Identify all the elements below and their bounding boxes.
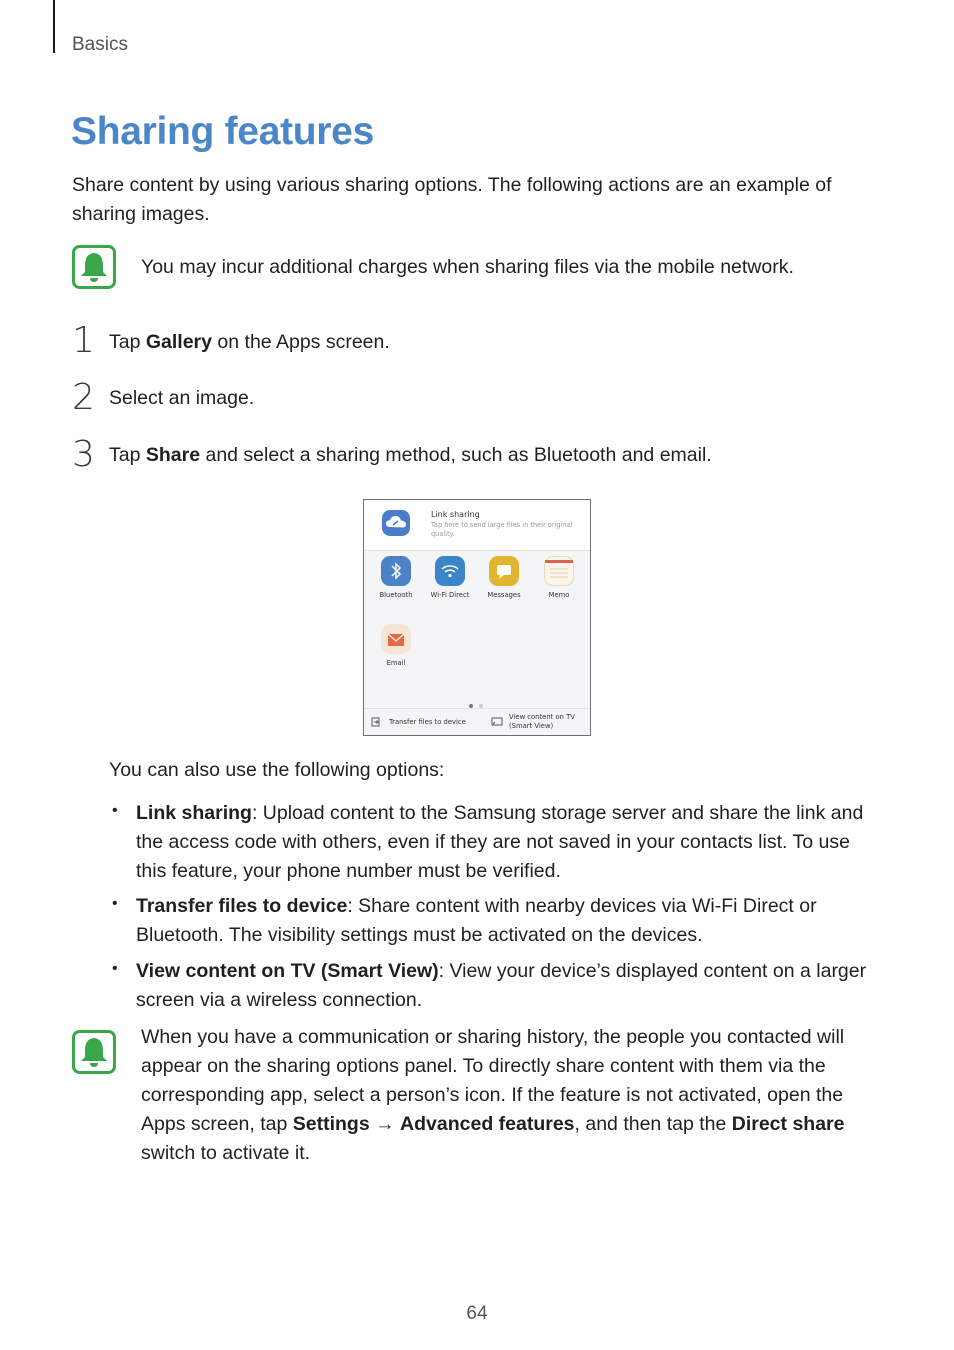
intro-paragraph: Share content by using various sharing options. The following actions are an example of sharing images.: [72, 174, 832, 225]
bell-icon: [72, 245, 116, 289]
page-title: Sharing features: [71, 110, 374, 153]
note-direct-share: When you have a communication or sharing history, the people you contacted will appear on the sharing options panel. To directly share content with them via the corresponding app, select a person’s icon. If the feature is not activated, open the Apps screen, tap Settings → Advanced features, and then tap the Direct share switch to activate it.: [141, 1026, 845, 1164]
transfer-icon: [371, 717, 381, 727]
app-label: Email: [386, 659, 406, 667]
link-icon: [382, 510, 410, 536]
note-charges: You may incur additional charges when sharing files via the mobile network.: [141, 256, 794, 278]
share-panel-screenshot: [363, 499, 591, 736]
link-sharing-row[interactable]: [364, 500, 590, 551]
bullet-dot: •: [112, 802, 118, 819]
smart-view-icon: [491, 717, 503, 727]
bullet-transfer-files: Transfer files to device: Share content with nearby devices via Wi-Fi Direct or Bluetooth. The visibility settings must be activated on the devices.: [136, 895, 817, 946]
memo-icon: [544, 556, 574, 586]
smart-view-label: View content on TV: [509, 713, 575, 721]
step-number: 1: [72, 320, 95, 361]
page-number: 64: [466, 1303, 488, 1324]
bullet-link-sharing: Link sharing: Upload content to the Samsung storage server and share the link and the access code with others, even if they are not saved in your contacts list. To use this feature, your phone number must be verified.: [136, 802, 864, 882]
wifi-direct-icon: [435, 556, 465, 586]
bullet-smart-view: View content on TV (Smart View): View your device’s displayed content on a larger screen via a wireless connection.: [136, 960, 867, 1011]
app-bluetooth[interactable]: [368, 556, 424, 599]
app-messages[interactable]: [476, 556, 532, 599]
messages-icon: [489, 556, 519, 586]
app-email[interactable]: [368, 624, 424, 667]
app-label: Memo: [548, 591, 570, 599]
link-sharing-title: Link sharing: [431, 510, 480, 519]
app-label: Messages: [487, 591, 521, 599]
bullet-dot: •: [112, 895, 118, 912]
step-3-text: Tap Share and select a sharing method, such as Bluetooth and email.: [109, 444, 712, 466]
bullet-dot: •: [112, 960, 118, 977]
bluetooth-icon: [381, 556, 411, 586]
share-bottom-bar: [364, 708, 590, 736]
side-rule: [53, 0, 55, 53]
smart-view-sublabel: (Smart View): [509, 721, 554, 730]
section-label: Basics: [72, 34, 128, 55]
also-options-text: You can also use the following options:: [109, 759, 445, 781]
step-number: 2: [72, 377, 95, 418]
app-memo[interactable]: [531, 556, 587, 599]
email-icon: [381, 624, 411, 654]
step-2-text: Select an image.: [109, 387, 255, 409]
link-sharing-subtitle: Tap here to send large files in their original quality.: [431, 521, 573, 538]
step-1-text: Tap Gallery on the Apps screen.: [109, 331, 390, 353]
app-wifi-direct[interactable]: [422, 556, 478, 599]
app-label: Wi-Fi Direct: [430, 591, 470, 599]
bell-icon: [72, 1030, 116, 1074]
step-number: 3: [72, 434, 95, 475]
smart-view-button[interactable]: [509, 713, 575, 730]
app-label: Bluetooth: [379, 591, 413, 599]
transfer-files-button[interactable]: Transfer files to device: [389, 718, 466, 726]
